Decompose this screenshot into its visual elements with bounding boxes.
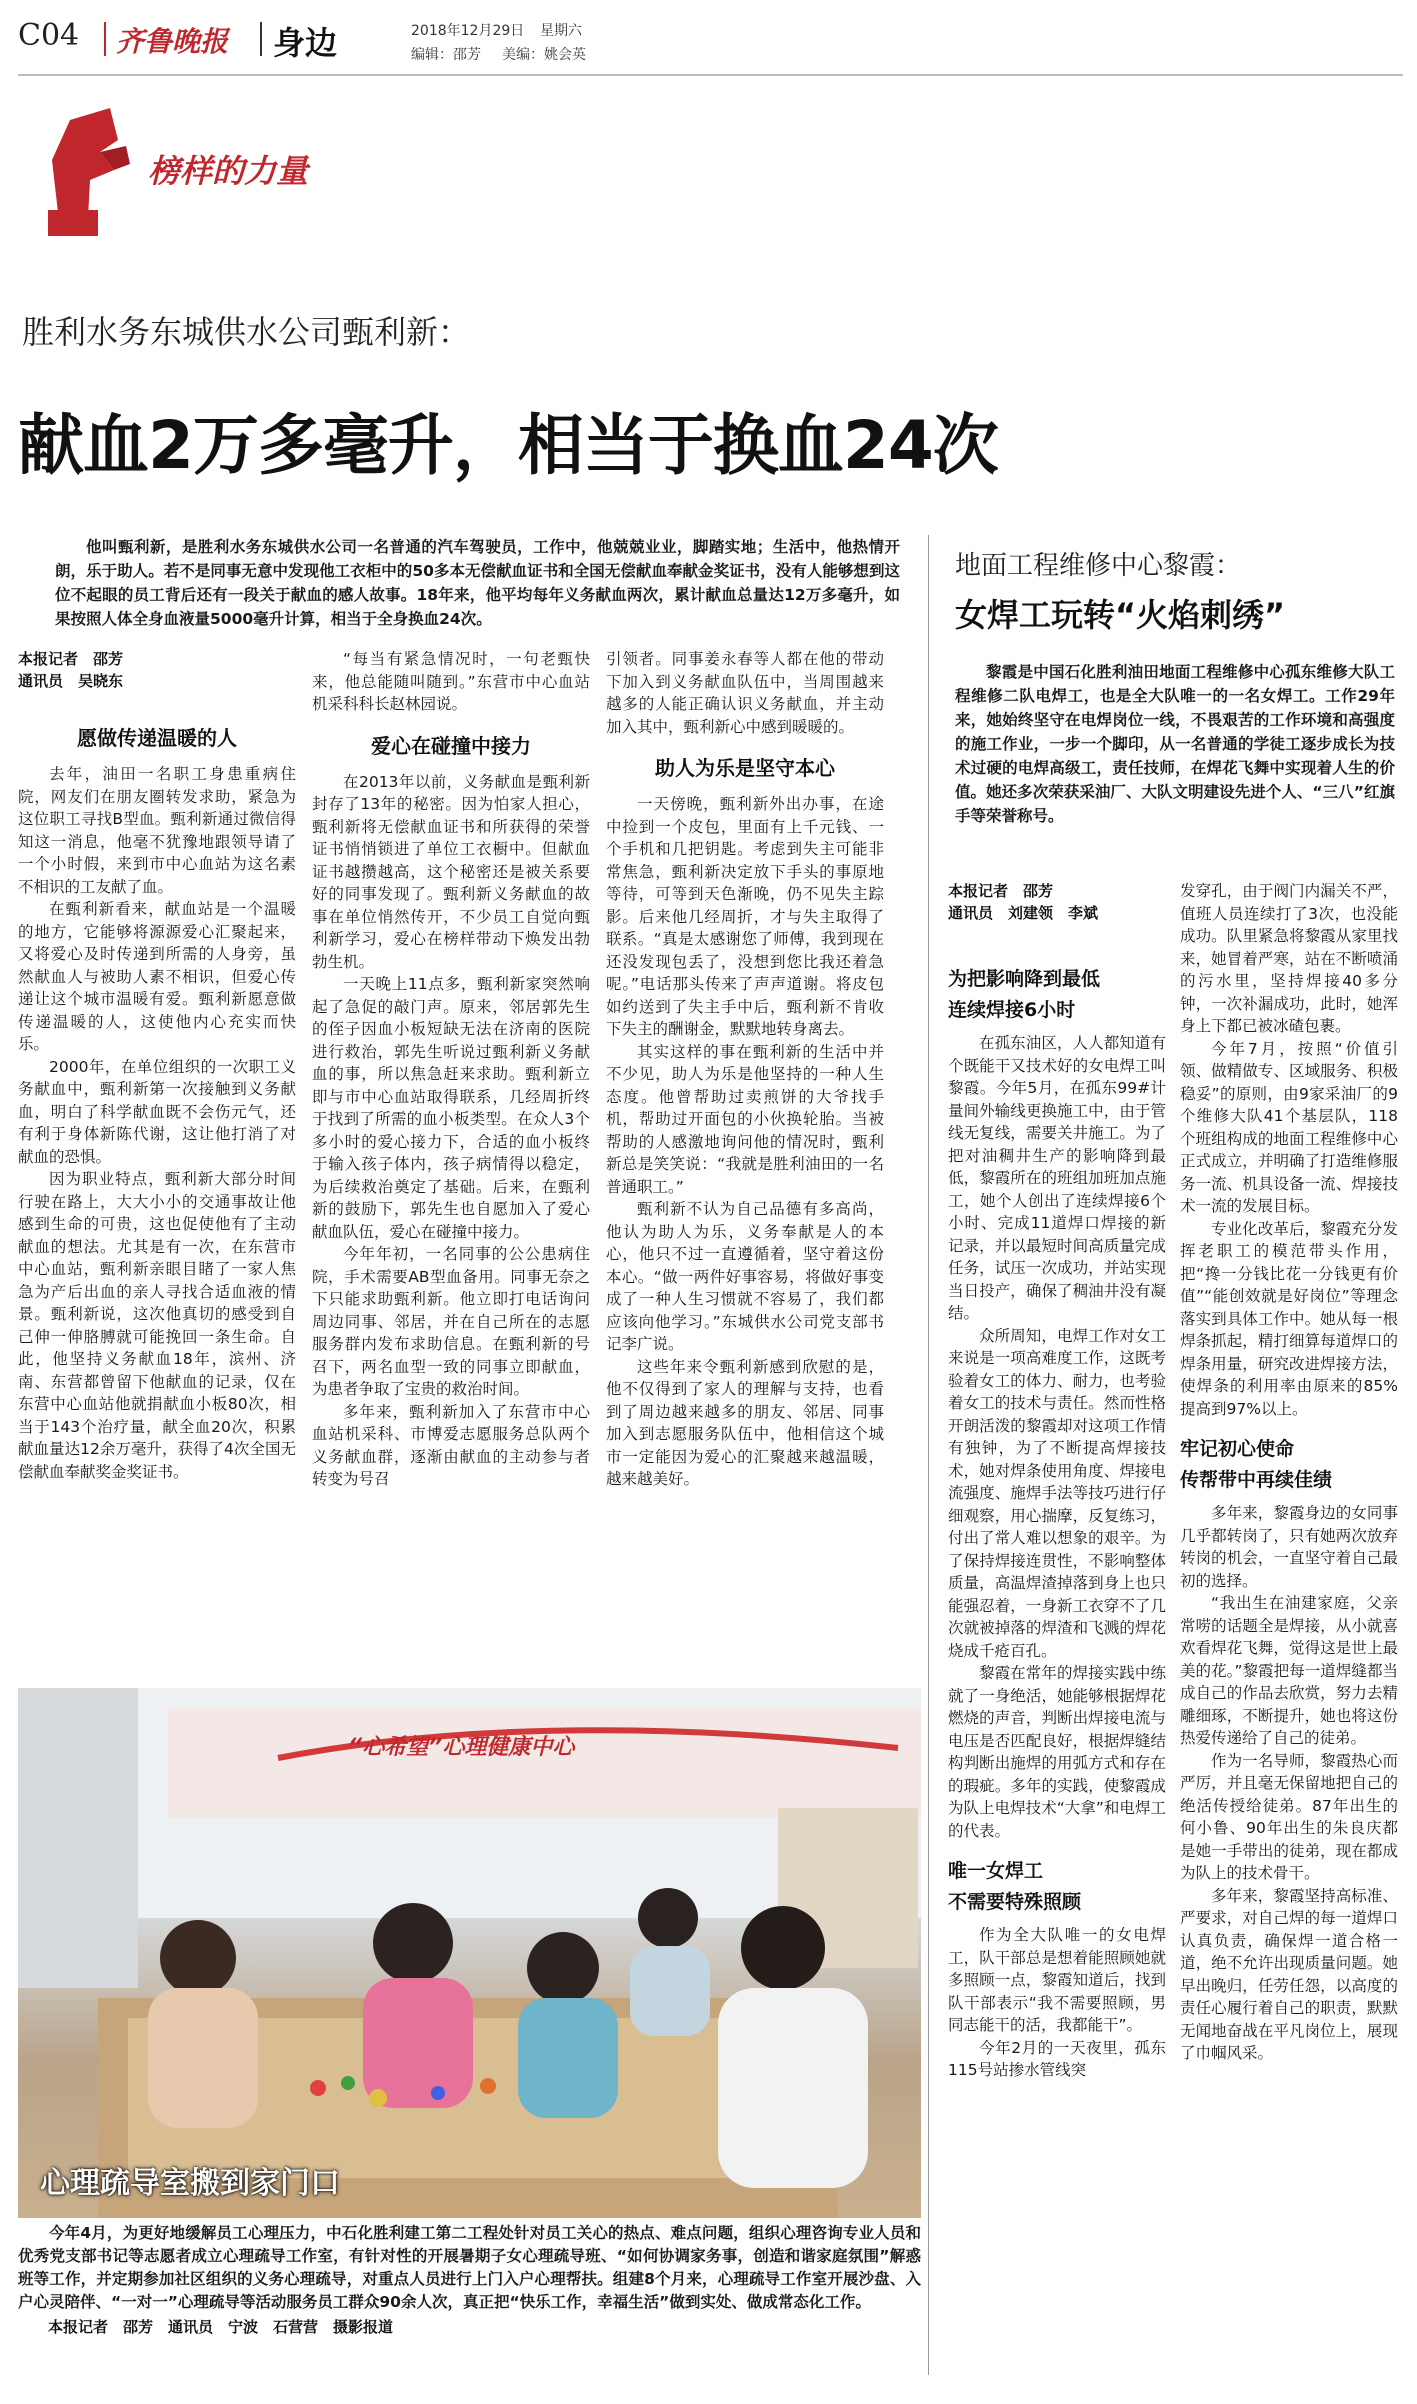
photo-caption: 心理疏导室搬到家门口	[40, 2166, 340, 2201]
header-rule	[18, 74, 1403, 76]
side-paragraph: 多年来，黎霞坚持高标准、严要求，对自己焊的每一道焊口认真负责，确保焊一道合格一道，绝不允许出现质量问题。她早出晚归，任劳任怨，以高度的责任心履行着自己的职责，默默无闻地奋战在平凡岗位上，展现了巾帼风采。	[1180, 1886, 1398, 2062]
side-lead	[955, 660, 1395, 828]
side-correspondent-byline: 通讯员 刘建领 李斌	[948, 904, 1099, 922]
reporter-byline: 本报记者 邵芳	[18, 650, 124, 668]
news-photo	[18, 1688, 921, 2218]
side-lead-paragraph: 黎霞是中国石化胜利油田地面工程维修中心孤东维修大队工程维修二队电焊工，也是全大队唯一的一名女焊工。工作29年来，她始终坚守在电焊岗位一线，不畏艰苦的工作环境和高强度的施工作业，一步一个脚印，从一名普通的学徒工逐步成长为技术过硬的电焊高级工，责任技师，在焊花飞舞中实现着人生的价值。她还多次荣获采油厂、大队文明建设先进个人、“三八”红旗手等荣誉称号。	[955, 663, 1395, 825]
side-subhead-2b: 不需要特殊照顾	[948, 1891, 1082, 1913]
photo-story	[18, 2222, 921, 2337]
issue-date: 2018年12月29日	[411, 23, 525, 39]
photo-illustration	[18, 1688, 921, 2218]
side-col-b	[1180, 880, 1398, 2400]
body-paragraph: 多年来，甄利新加入了东营市中心血站机采科、市博爱志愿服务总队两个义务献血群，逐渐由献血的主动参与者转变为号召	[312, 1402, 590, 1488]
body-paragraph: 甄利新不认为自己品德有多高尚，他认为助人为乐，义务奉献是人的本心，他只不过一直遵循着，坚守着这份本心。“做一两件好事容易，将做好事变成了一种人生习惯就不容易了，我们都应该向他学习。”东城供水公司党支部书记李广说。	[606, 1200, 884, 1353]
editor-credit: 编辑：邵芳	[411, 47, 481, 63]
body-paragraph: 其实这样的事在甄利新的生活中并不少见，助人为乐是他坚持的一种人生态度。他曾帮助过卖煎饼的大爷找手机，帮助过开面包的小伙换轮胎。当被帮助的人感激地询问他的情况时，甄利新总是笑笑说：“我就是胜利油田的一名普通职工。”	[606, 1042, 884, 1196]
side-paragraph: 发穿孔，由于阀门内漏关不严，值班人员连续打了3次，也没能成功。队里紧急将黎霞从家里找来，她冒着严寒，站在不断喷涌的污水里，坚持焊接40多分钟，一次补漏成功，此时，她浑身上下都已被冰碴包裹。	[1180, 882, 1398, 1035]
header-divider-2	[260, 22, 262, 56]
banner	[30, 100, 410, 240]
side-paragraph: 今年7月，按照“价值引领、做精做专、区域服务、积极稳妥”的原则，由9家采油厂的9个维修大队41个基层队，118个班组构成的地面工程维修中心正式成立，并明确了打造维修服务一流、机具设备一流、焊接技术一流的发展目标。	[1180, 1039, 1398, 1215]
side-paragraph: “我出生在油建家庭，父亲常唠的话题全是焊接，从小就喜欢看焊花飞舞，觉得这是世上最美的花。”黎霞把每一道焊缝都当成自己的作品去欣赏，努力去精雕细琢，不断提升，她也将这份热爱传递给了自己的徒弟。	[1180, 1594, 1398, 1747]
side-article-divider	[928, 535, 929, 2375]
page-code: C04	[18, 18, 80, 53]
body-paragraph: 今年年初，一名同事的公公患病住院，手术需要AB型血备用。同事无奈之下只能求助甄利新。他立即打电话询问周边同事、邻居，并在自己所在的志愿服务群内发布求助信息。在甄利新的号召下，两名血型一致的同事立即献血，为患者争取了宝贵的救治时间。	[312, 1245, 590, 1398]
main-lead	[55, 535, 900, 631]
body-paragraph: 一天傍晚，甄利新外出办事，在途中捡到一个皮包，里面有上千元钱、一个手机和几把钥匙。考虑到失主可能非常焦急，甄利新决定放下手头的事原地等待，可等到天色渐晚，仍不见失主踪影。后来他几经周折，才与失主取得了联系。“真是太感谢您了师傅，我到现在还没发现包丢了，没想到您比我还着急呢。”电话那头传来了声声道谢。将皮包如约送到了失主手中后，甄利新不肯收下失主的酬谢金，默默地转身离去。	[606, 795, 884, 1038]
side-subhead-1a: 为把影响降到最低	[948, 968, 1101, 990]
side-subhead-2a: 唯一女焊工	[948, 1860, 1044, 1882]
art-editor-credit: 美编：姚会英	[502, 47, 586, 63]
side-reporter-byline: 本报记者 邵芳	[948, 882, 1054, 900]
body-paragraph: 一天晚上11点多，甄利新家突然响起了急促的敲门声。原来，邻居郭先生的侄子因血小板短缺无法在济南的医院进行救治，郭先生听说过甄利新义务献血的事，所以焦急赶来求助。甄利新立即与市中心血站取得联系，几经周折终于找到了所需的血小板类型。在众人3个多小时的爱心接力下，合适的血小板终于输入孩子体内，孩子病情得以稳定，为后续救治奠定了基础。后来，在甄利新的鼓励下，郭先生也自愿加入了爱心献血队伍，爱心在碰撞中接力。	[312, 975, 590, 1241]
subhead-2: 爱心在碰撞中接力	[371, 733, 531, 758]
correspondent-byline: 通讯员 吴晓东	[18, 672, 124, 690]
side-paragraph: 专业化改革后，黎霞充分发挥老职工的模范带头作用，把“搀一分钱比花一分钱更有价值”“能创效就是好岗位”等理念落实到具体工作中。她从每一根焊条抓起，精打细算每道焊口的焊条用量，研究改进焊接方法，使焊条的利用率由原来的85%提高到97%以上。	[1180, 1219, 1398, 1418]
side-paragraph: 众所周知，电焊工作对女工来说是一项高难度工作，这既考验着女工的体力、耐力，也考验着女工的技术与责任。然而性格开朗活泼的黎霞却对这项工作情有独钟，为了不断提高焊接技术，她对焊条使用角度、焊接电流强度、施焊手法等技巧进行仔细观察，用心揣摩，反复练习，付出了常人难以想象的艰辛。为了保持焊接连贯性，不影响整体质量，高温焊渣掉落到身上也只能强忍着，一身新工衣穿不了几次就被掉落的焊渣和飞溅的焊花烧成千疮百孔。	[948, 1326, 1166, 1660]
side-subhead-3b: 传帮带中再续佳绩	[1180, 1469, 1333, 1491]
side-subhead-3a: 牢记初心使命	[1180, 1438, 1295, 1460]
header-divider	[104, 22, 106, 56]
banner-title: 榜样的力量	[148, 152, 309, 190]
side-paragraph: 多年来，黎霞身边的女同事几乎都转岗了，只有她两次放弃转岗的机会，一直坚守着自己最初的选择。	[1180, 1504, 1398, 1590]
quote-paragraph: “每当有紧急情况时，一句老甄快来，他总能随叫随到。”东营市中心血站机采科科长赵林园说。	[312, 650, 590, 713]
photo-story-byline: 本报记者 邵芳 通讯员 宁波 石营营 摄影报道	[48, 2318, 394, 2336]
side-paragraph: 作为一名导师，黎霞热心而严厉，并且毫无保留地把自己的绝活传授给徒弟。87年出生的何小鲁、90年出生的朱良庆都是她一手带出的徒弟，现在都成为队上的技术骨干。	[1180, 1751, 1398, 1882]
side-kicker: 地面工程维修中心黎霞：	[955, 551, 1242, 581]
side-col-a	[948, 880, 1166, 2400]
photo-story-text: 今年4月，为更好地缓解员工心理压力，中石化胜利建工第二工程处针对员工关心的热点、难点问题，组织心理咨询专业人员和优秀党支部书记等志愿者成立心理疏导工作室，有针对性的开展暑期子女心理疏导班、“如何协调家务事，创造和谐家庭氛围”解惑班等工作，并定期参加社区组织的义务心理疏导，对重点人员进行上门入户心理帮扶。组建8个月来，心理疏导工作室开展沙盘、入户心灵陪伴、“一对一”心理疏导等活动服务员工群众90余人次，真正把“快乐工作，幸福生活”做到实处、做成常态化工作。	[18, 2224, 921, 2311]
paper-logo: 齐鲁晚报	[116, 25, 229, 58]
side-subhead-1b: 连续焊接6小时	[948, 999, 1076, 1021]
body-paragraph: 引领者。同事姜永春等人都在他的带动下加入到义务献血队伍中，当周围越来越多的人能正确认识义务献血，并主动加入其中，甄利新心中感到暖暖的。	[606, 650, 884, 736]
main-col-1	[18, 648, 296, 1660]
main-col-2	[312, 648, 590, 1660]
main-headline: 献血2万多毫升，相当于换血24次	[18, 407, 998, 484]
main-kicker: 胜利水务东城供水公司甄利新：	[22, 313, 471, 351]
side-paragraph: 在孤东油区，人人都知道有个既能干又技术好的女电焊工叫黎霞。今年5月，在孤东99#计量间外输线更换施工中，由于管线无复线，需要关井施工。为了把对油稠井生产的影响降到最低，黎霞所在的班组加班加点施工，她个人创出了连续焊接6个小时、完成11道焊口焊接的新记录，并以最短时间高质量完成任务，试压一次成功，并站实现当日投产，确保了稠油井没有凝结。	[948, 1034, 1166, 1322]
side-headline: 女焊工玩转“火焰刺绣”	[955, 596, 1286, 634]
section-name: 身边	[273, 24, 338, 62]
subhead-3: 助人为乐是坚守本心	[655, 756, 835, 780]
body-paragraph: 去年，油田一名职工身患重病住院，网友们在朋友圈转发求助，紧急为这位职工寻找B型血。甄利新通过微信得知这一消息，他毫不犹豫地跟领导请了一个小时假，来到市中心血站为这名素不相识的工友献了血。	[18, 765, 296, 896]
side-paragraph: 作为全大队唯一的女电焊工，队干部总是想着能照顾她就多照顾一点，黎霞知道后，找到队干部表示“我不需要照顾，男同志能干的活，我都能干”。	[948, 1926, 1166, 2034]
subhead-1: 愿做传递温暖的人	[77, 726, 237, 750]
photo-banner-text: “心希望”心理健康中心	[348, 1735, 575, 1760]
side-paragraph: 黎霞在常年的焊接实践中练就了一身绝活，她能够根据焊花燃烧的声音，判断出焊接电流与电压是否匹配良好，根据焊缝结构判断出施焊的用弧方式和存在的瑕疵。多年的实践，使黎霞成为队上电焊技术“大拿”和电焊工的代表。	[948, 1664, 1166, 1840]
body-paragraph: 因为职业特点，甄利新大部分时间行驶在路上，大大小小的交通事故让他感到生命的可贵，这也促使他有了主动献血的想法。尤其是有一次，在东营市中心血站，甄利新亲眼目睹了一家人焦急为产后出血的亲人寻找合适血液的情景。甄利新说，这次他真切的感受到自己伸一伸胳膊就可能挽回一条生命。自此，他坚持义务献血18年，滨州、济南、东营都曾留下他献血的记录，仅在东营中心血站他就捐献血小板80次，相当于143个治疗量，献全血20次，积累献血量达12余万毫升，获得了4次全国无偿献血奉献奖金奖证书。	[18, 1170, 296, 1481]
side-paragraph: 今年2月的一天夜里，孤东115号站掺水管线突	[948, 2038, 1166, 2079]
issue-weekday: 星期六	[540, 23, 582, 39]
body-paragraph: 在甄利新看来，献血站是一个温暖的地方，它能够将源源爱心汇聚起来，又将爱心及时传递到所需的人身旁，虽然献血人与被助人素不相识，但爱心传递让这个城市温暖有爱。甄利新愿意做传递温暖的人，这使他内心充实而快乐。	[18, 900, 296, 1053]
body-paragraph: 这些年来令甄利新感到欣慰的是，他不仅得到了家人的理解与支持，也看到了周边越来越多的朋友、邻居、同事加入到志愿服务队伍中，他相信这个城市一定能因为爱心的汇聚越来越温暖，越来越美好。	[606, 1357, 884, 1488]
lead-paragraph: 他叫甄利新，是胜利水务东城供水公司一名普通的汽车驾驶员，工作中，他兢兢业业，脚踏实地；生活中，他热情开朗，乐于助人。若不是同事无意中发现他工衣柜中的50多本无偿献血证书和全国无偿献血奉献金奖证书，没有人能够想到这位不起眼的员工背后还有一段关于献血的感人故事。18年来，他平均每年义务献血两次，累计献血总量达12万多毫升，如果按照人体全身血液量5000毫升计算，相当于全身换血24次。	[55, 538, 900, 628]
body-paragraph: 2000年，在单位组织的一次职工义务献血中，甄利新第一次接触到义务献血，明白了科学献血既不会伤元气，还有利于身体新陈代谢，这让他打消了对献血的恐惧。	[18, 1057, 296, 1166]
main-col-3	[606, 648, 884, 1660]
body-paragraph: 在2013年以前，义务献血是甄利新封存了13年的秘密。因为怕家人担心，甄利新将无偿献血证书和所获得的荣誉证书悄悄锁进了单位工衣橱中。但献血证书越攒越高，这个秘密还是被关系要好的同事发现了。甄利新义务献血的故事在单位悄然传开，不少员工自觉向甄利新学习，爱心在榜样带动下焕发出勃勃生机。	[312, 772, 590, 971]
